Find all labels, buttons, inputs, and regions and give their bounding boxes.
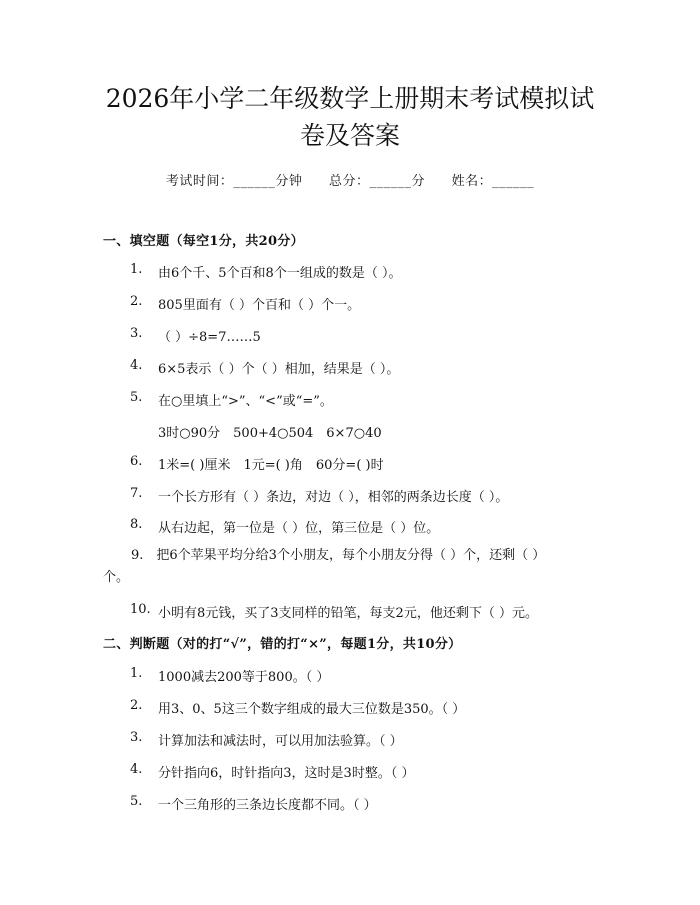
item-text: 计算加法和减法时，可以用加法验算。（ ） [158,734,403,749]
item-text: 1米=( )厘米 1元=( )角 60分=( )时 [158,458,384,473]
item-number: 1. [130,666,143,681]
item-number: 5. [130,390,143,405]
item-text: 3时○90分 500+4○504 6×7○40 [158,426,382,441]
item-text: 把6个苹果平均分给3个小朋友，每个小朋友分得（ ）个，还剩（ ）个。 [103,548,546,585]
item-text: 在○里填上“>”、“<”或“=”。 [158,394,333,409]
item-text: 分针指向6，时针指向3，这时是3时整。（ ） [158,766,415,781]
item-number: 3. [130,326,143,341]
item-number: 8. [130,517,143,532]
exam-meta [0,170,700,189]
item-number: 2. [130,294,143,309]
list-item [103,545,563,589]
document-title [60,80,640,154]
item-text: 805里面有（ ）个百和（ ）个一。 [158,298,361,313]
item-number: 1. [130,262,143,277]
item-text: 一个长方形有（ ）条边，对边（ ），相邻的两条边长度（ ）。 [158,490,509,505]
item-number: 4. [130,358,143,373]
section1-heading: 一、填空题（每空1分，共20分） [103,234,304,249]
item-text: 小明有8元钱，买了3支同样的铅笔，每支2元，他还剩下（ ）元。 [158,606,538,621]
exam-time-field: 考试时间：______分钟 [165,174,303,189]
item-text: （ ）÷8=7……5 [158,330,261,345]
item-text: 从右边起，第一位是（ ）位，第三位是（ ）位。 [158,521,440,536]
item-number: 5. [130,794,143,809]
item-text: 一个三角形的三条边长度都不同。（ ） [158,798,377,813]
title-line-1: 2026年小学二年级数学上册期末考试模拟试 [105,84,595,113]
section2-heading: 二、判断题（对的打“√”，错的打“×”，每题1分，共10分） [103,637,462,652]
name-field: 姓名：______ [451,174,535,189]
item-number: 9. [131,548,144,563]
item-text: 6×5表示（ ）个（ ）相加，结果是（ ）。 [158,362,400,377]
item-text: 1000减去200等于800。（ ） [158,670,330,685]
item-number: 7. [130,486,143,501]
item-text: 用3、0、5这三个数字组成的最大三位数是350。（ ） [158,702,466,717]
item-number: 6. [130,454,143,469]
title-line-2: 卷及答案 [299,121,400,150]
item-number: 10. [130,602,151,617]
item-number: 4. [130,762,143,777]
item-number: 3. [130,730,143,745]
item-number: 2. [130,698,143,713]
item-text: 由6个千、5个百和8个一组成的数是（ ）。 [158,266,402,281]
total-score-field: 总分：______分 [328,174,425,189]
